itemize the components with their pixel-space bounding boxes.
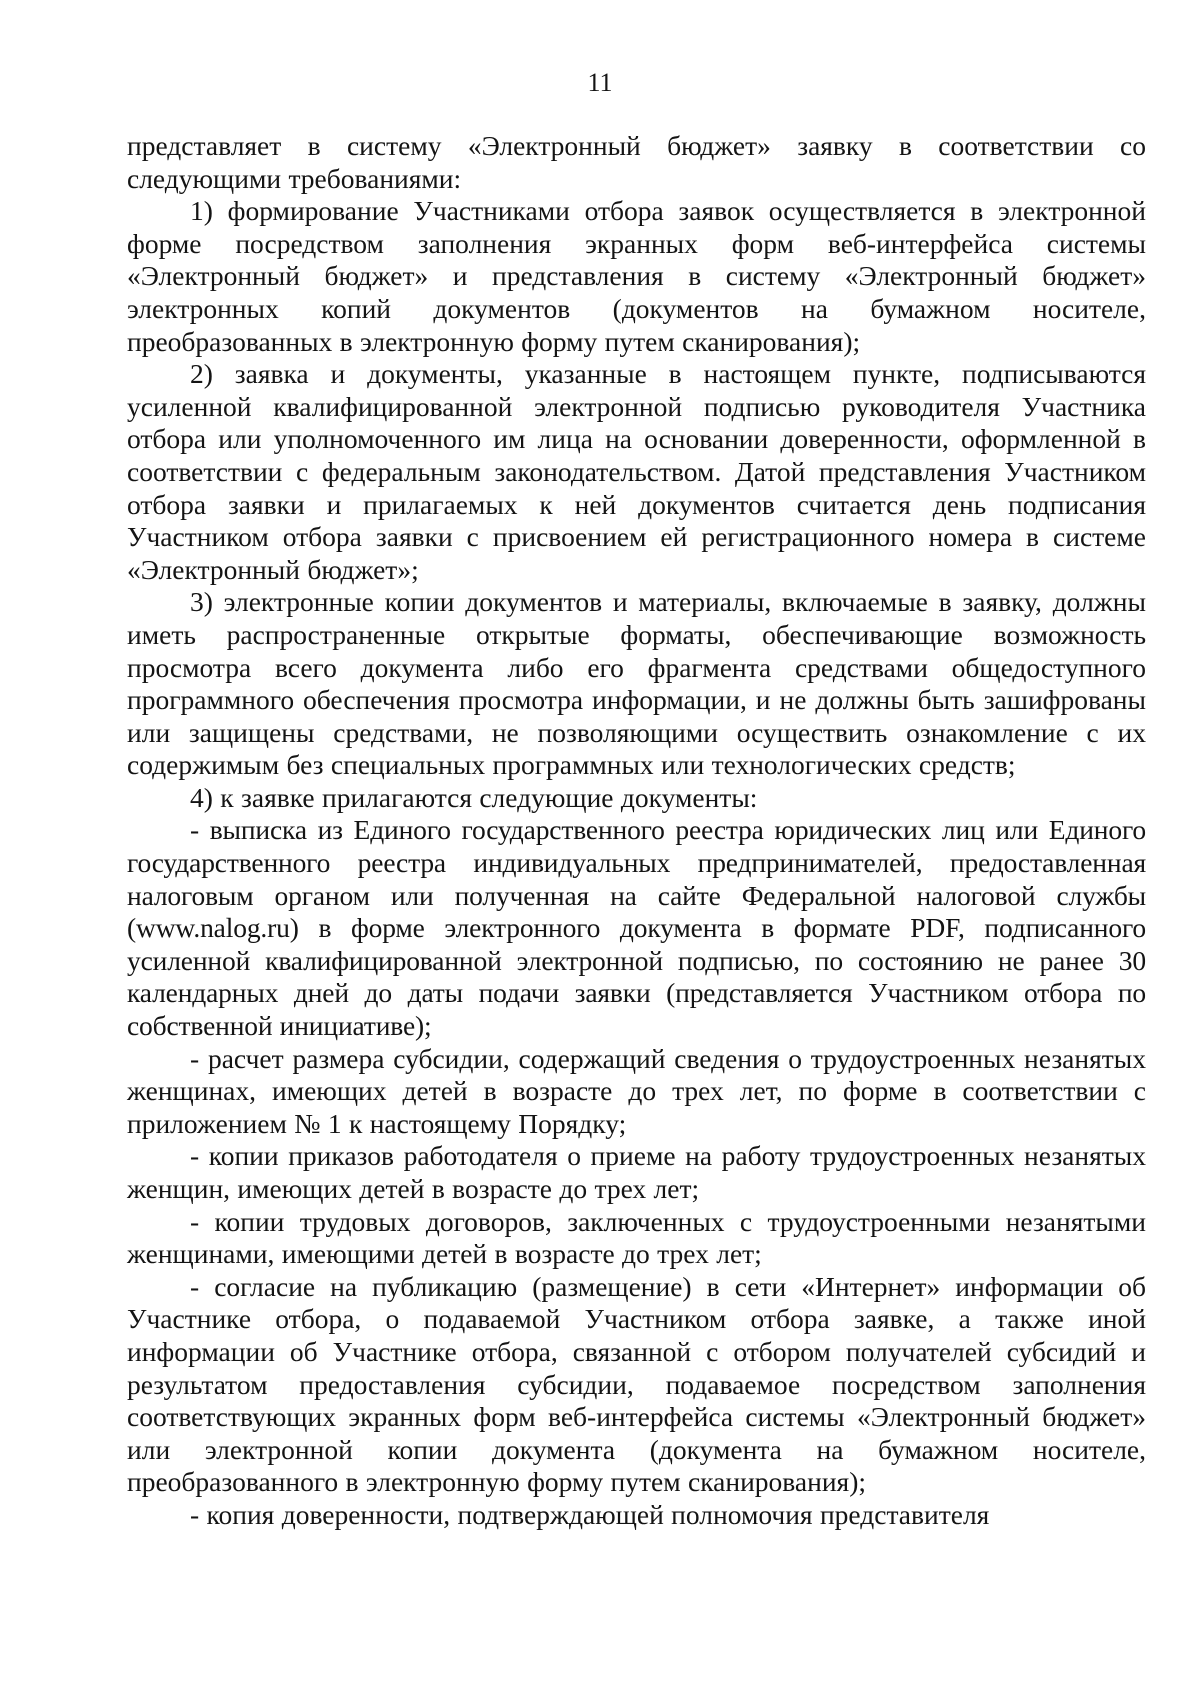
page-number: 11: [587, 68, 613, 97]
paragraph-intro: представляет в систему «Электронный бюджет» заявку в соответствии со следующими требованиями:: [127, 130, 1146, 194]
paragraph-item-1: 1) формирование Участниками отбора заявок осуществляется в электронной форме посредством заполнения экранных форм веб-интерфейса системы «Электронный бюджет» и представления в систему «Электронный бюджет» электронных копий документов (документов на бумажном носителе, преобразованных в электронную форму путем сканирования);: [127, 195, 1146, 357]
paragraph-doc-hiring-orders: - копии приказов работодателя о приеме на работу трудоустроенных незанятых женщин, имеющих детей в возрасте до трех лет;: [127, 1140, 1146, 1204]
paragraph-doc-egrul-extract: - выписка из Единого государственного реестра юридических лиц или Единого государственного реестра индивидуальных предпринимателей, предоставленная налоговым органом или полученная на сайте Федеральной налоговой службы (www.nalog.ru) в форме электронного документа в формате PDF, подписанного усиленной квалифицированной электронной подписью, по состоянию не ранее 30 календарных дней до даты подачи заявки (представляется Участником отбора по собственной инициативе);: [127, 814, 1146, 1042]
paragraph-item-2: 2) заявка и документы, указанные в настоящем пункте, подписываются усиленной квалифицированной электронной подписью руководителя Участника отбора или уполномоченного им лица на основании доверенности, оформленной в соответствии с федеральным законодательством. Датой представления Участником отбора заявки и прилагаемых к ней документов считается день подписания Участником отбора заявки с присвоением ей регистрационного номера в системе «Электронный бюджет»;: [127, 358, 1146, 585]
document-body: [127, 130, 1146, 1532]
paragraph-doc-labor-contracts: - копии трудовых договоров, заключенных с трудоустроенными незанятыми женщинами, имеющими детей в возрасте до трех лет;: [127, 1205, 1146, 1270]
paragraph-doc-power-of-attorney: - копия доверенности, подтверждающей полномочия представителя: [190, 1498, 990, 1530]
paragraph-item-3: 3) электронные копии документов и материалы, включаемые в заявку, должны иметь распространенные открытые форматы, обеспечивающие возможность просмотра всего документа либо его фрагмента средствами общедоступного программного обеспечения просмотра информации, и не должны быть зашифрованы или защищены средствами, не позволяющими осуществить ознакомление с их содержимым без специальных программных или технологических средств;: [127, 586, 1146, 781]
paragraph-doc-subsidy-calculation: - расчет размера субсидии, содержащий сведения о трудоустроенных незанятых женщинах, имеющих детей в возрасте до трех лет, по форме в соответствии с приложением № 1 к настоящему Порядку;: [127, 1042, 1146, 1139]
paragraph-doc-publication-consent: - согласие на публикацию (размещение) в сети «Интернет» информации об Участнике отбора, о подаваемой Участником отбора заявке, а также иной информации об Участнике отбора, связанной с отбором получателей субсидий и результатом предоставления субсидии, подаваемое посредством заполнения соответствующих экранных форм веб-интерфейса системы «Электронный бюджет» или электронной копии документа (документа на бумажном носителе, преобразованного в электронную форму путем сканирования);: [127, 1270, 1146, 1498]
paragraph-item-4: 4) к заявке прилагаются следующие документы:: [190, 781, 758, 813]
